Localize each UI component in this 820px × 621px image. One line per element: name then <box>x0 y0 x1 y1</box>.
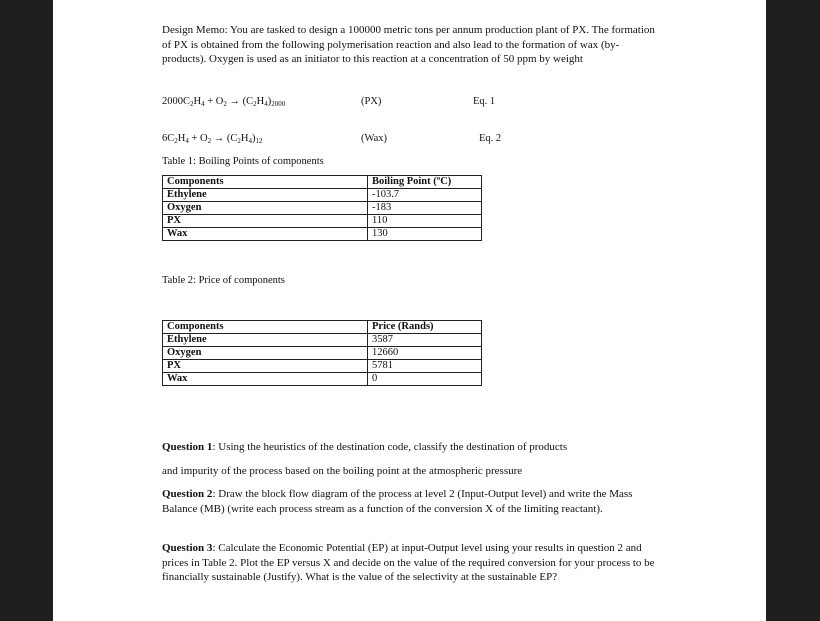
question-1-text: : Using the heuristics of the destination code, classify the destination of products <box>212 441 568 453</box>
table-row <box>163 360 482 373</box>
question-2-label: Question 2 <box>162 488 213 500</box>
table-cell: Wax <box>163 228 368 241</box>
table-row <box>163 347 482 360</box>
boiling-points-table <box>162 175 482 241</box>
table-header-row <box>163 176 482 189</box>
table-cell: -183 <box>368 202 482 215</box>
table-cell: 0 <box>368 373 482 386</box>
table-cell: 110 <box>368 215 482 228</box>
question-1-continued <box>162 464 662 479</box>
table-cell: Oxygen <box>163 347 368 360</box>
question-1 <box>162 440 662 455</box>
table-cell: Wax <box>163 373 368 386</box>
table-2-caption: Table 2: Price of components <box>162 275 285 286</box>
table-row <box>163 189 482 202</box>
table-row <box>163 202 482 215</box>
table-cell: -103.7 <box>368 189 482 202</box>
table-cell: Ethylene <box>163 334 368 347</box>
table-cell: 12660 <box>368 347 482 360</box>
equation-1: $2000C_2H_4 + O_2 \to (C_2H_4)_{2000}$ <box>162 96 286 108</box>
design-memo-paragraph: Design Memo: You are tasked to design a 100000 metric tons per annum production plant of PX. The formation of PX is obtained from the following polymerisation reaction and also lead to the formation of wax (by-products). Oxygen is used as an initiator to this reaction at a concentration of 50 ppm by weight <box>162 24 655 66</box>
equation-1-product: (PX) <box>361 96 382 107</box>
column-header: Price (Rands) <box>368 321 482 334</box>
question-3-label: Question 3 <box>162 542 213 554</box>
equation-2-product: (Wax) <box>361 133 387 144</box>
question-1-label: Question 1 <box>162 441 213 453</box>
question-2 <box>162 487 662 516</box>
table-cell: 3587 <box>368 334 482 347</box>
table-cell: Oxygen <box>163 202 368 215</box>
equation-2-label: Eq. 2 <box>479 133 502 144</box>
equation-1-label: Eq. 1 <box>473 96 496 107</box>
table-cell: PX <box>163 360 368 373</box>
question-3-text: : Calculate the Economic Potential (EP) at input-Output level using your results in question 2 and prices in Table 2. Plot the EP versus X and decide on the value of the required conversion for your process to be financially sustainable (Justify). What is the value of the selectivity at the sustainable EP? <box>162 542 655 584</box>
table-cell: 5781 <box>368 360 482 373</box>
table-cell: Ethylene <box>163 189 368 202</box>
table-cell: PX <box>163 215 368 228</box>
column-header: Components <box>163 176 368 189</box>
table-row <box>163 215 482 228</box>
table-row <box>163 334 482 347</box>
question-1-text-continued: and impurity of the process based on the boiling point at the atmospheric pressure <box>162 465 523 477</box>
table-1-caption: Table 1: Boiling Points of components <box>162 156 324 167</box>
question-3 <box>162 541 662 585</box>
document-page <box>53 0 766 621</box>
table-cell: 130 <box>368 228 482 241</box>
table-row <box>163 228 482 241</box>
equation-2: $6C_2H_4 + O_2 \to (C_2H_4)_{12}$ <box>162 133 263 145</box>
column-header: Components <box>163 321 368 334</box>
question-2-text: : Draw the block flow diagram of the process at level 2 (Input-Output level) and write the Mass Balance (MB) (write each process stream as a function of the conversion X of the limiting reactant). <box>162 488 633 515</box>
column-header: Boiling Point (ºC) <box>368 176 482 189</box>
table-header-row <box>163 321 482 334</box>
price-table <box>162 320 482 386</box>
table-row <box>163 373 482 386</box>
